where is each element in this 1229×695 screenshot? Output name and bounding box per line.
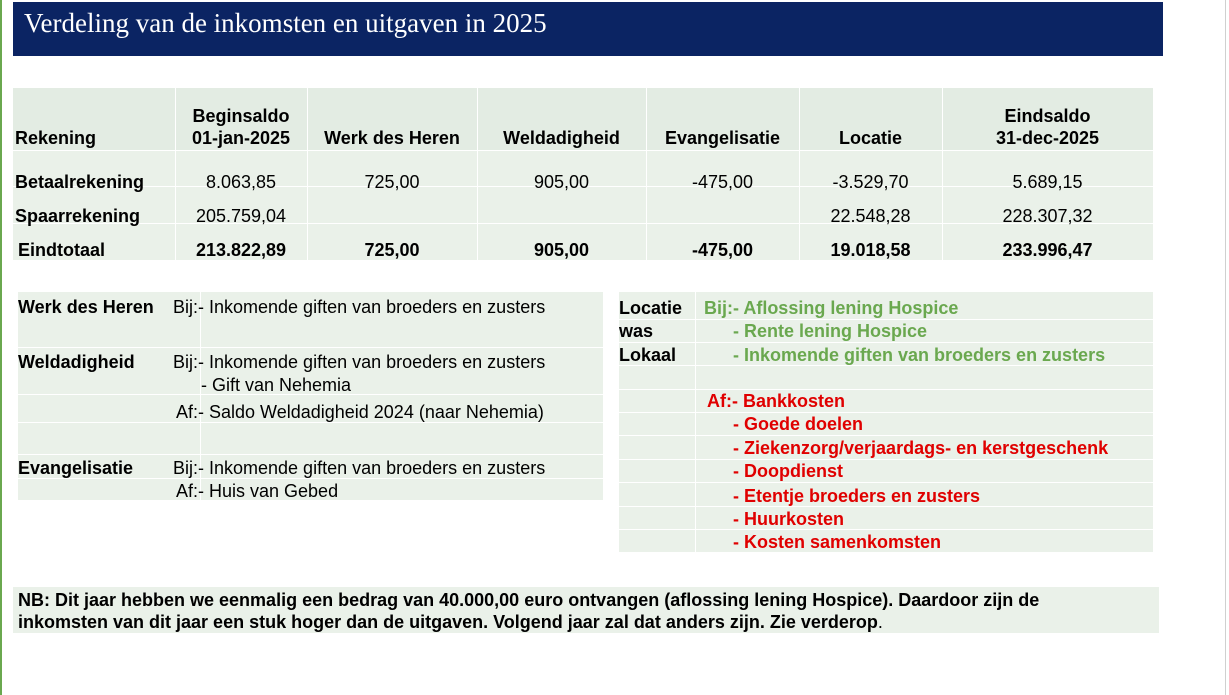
cell-locatie: 19.018,58 — [830, 240, 911, 260]
locatie-label-2: was — [619, 321, 654, 341]
rb-row-bg — [619, 390, 1153, 412]
af-item: - Etentje broeders en zusters — [733, 486, 981, 506]
header-weldadigheid: Weldadigheid — [503, 128, 620, 148]
header-begin-line1: Beginsaldo — [192, 106, 290, 126]
cell-begin: 205.759,04 — [195, 206, 287, 226]
locatie-descriptions — [619, 292, 1153, 552]
locatie-label-3: Lokaal — [619, 345, 677, 365]
note-line-2 — [18, 611, 1159, 633]
row-label-spaarrekening: Spaarrekening — [15, 206, 141, 226]
summary-table — [13, 88, 1153, 260]
af-item: - Kosten samenkomsten — [733, 532, 942, 552]
cell-eind: 228.307,32 — [1002, 206, 1093, 226]
left-edge-line — [0, 0, 2, 695]
af-item: - Huurkosten — [733, 509, 845, 529]
col-divider — [695, 292, 696, 552]
rb-row-bg — [619, 507, 1153, 529]
werk-bij: Bij:- Inkomende giften van broeders en zusters — [173, 297, 546, 317]
header-rekening: Rekening — [15, 128, 97, 148]
bij-item: - Inkomende giften van broeders en zusters — [733, 345, 1106, 365]
page-title: Verdeling van de inkomsten en uitgaven in 2025 — [13, 2, 1163, 56]
bij-item: - Rente lening Hospice — [733, 321, 928, 341]
cell-eind: 233.996,47 — [1002, 240, 1093, 260]
evang-af: Af:- Huis van Gebed — [176, 481, 339, 501]
cell-begin: 213.822,89 — [195, 240, 287, 260]
fund-descriptions — [18, 292, 603, 500]
af-item: - Doopdienst — [733, 461, 843, 481]
rb-row-bg — [619, 366, 1153, 389]
cell-werk: 725,00 — [364, 172, 420, 192]
header-evangelisatie: Evangelisatie — [664, 128, 781, 148]
row-label-betaalrekening: Betaalrekening — [15, 172, 145, 192]
rb-row-bg — [619, 460, 1153, 482]
header-werk: Werk des Heren — [324, 128, 460, 148]
weld-bij-1: Bij:- Inkomende giften van broeders en zusters — [173, 352, 546, 372]
weld-bij-2: - Gift van Nehemia — [201, 375, 352, 395]
af-item: - Goede doelen — [733, 414, 864, 434]
cell-locatie: -3.529,70 — [832, 172, 909, 192]
evang-bij: Bij:- Inkomende giften van broeders en zusters — [173, 458, 546, 478]
evang-label: Evangelisatie — [18, 458, 134, 478]
bij-item: Bij:- Aflossing lening Hospice — [704, 298, 959, 318]
af-item: - Ziekenzorg/verjaardags- en kerstgeschenk — [733, 438, 1109, 458]
header-eind-line2: 31-dec-2025 — [995, 128, 1100, 148]
cell-eind: 5.689,15 — [1012, 172, 1083, 192]
cell-locatie: 22.548,28 — [830, 206, 911, 226]
note-line-2-text: inkomsten van dit jaar een stuk hoger dan de uitgaven. Volgend jaar zal dat anders zijn. Zie verderop — [18, 612, 878, 632]
werk-label: Werk des Heren — [18, 297, 154, 317]
cell-weldadigheid: 905,00 — [533, 172, 590, 192]
cell-evangelisatie: -475,00 — [691, 172, 754, 192]
cell-evangelisatie: -475,00 — [691, 240, 754, 260]
header-begin-line2: 01-jan-2025 — [191, 128, 291, 148]
weld-label: Weldadigheid — [18, 352, 135, 372]
note-box — [13, 587, 1159, 633]
spacer-bg — [18, 423, 603, 454]
af-item: Af:- Bankkosten — [707, 391, 846, 411]
cell-begin: 8.063,85 — [205, 172, 277, 192]
header-locatie: Locatie — [838, 128, 903, 148]
cell-werk: 725,00 — [364, 240, 420, 260]
cell-weldadigheid: 905,00 — [533, 240, 590, 260]
rb-row-bg — [619, 413, 1153, 435]
locatie-label-1: Locatie — [619, 298, 683, 318]
note-line-1: NB: Dit jaar hebben we eenmalig een bedrag van 40.000,00 euro ontvangen (aflossing lening Hospice). Daardoor zijn de — [18, 590, 1040, 610]
row-label-eindtotaal: Eindtotaal — [18, 240, 106, 260]
note-line-2-end: . — [877, 612, 883, 632]
right-edge-line — [1225, 0, 1226, 695]
weld-af: Af:- Saldo Weldadigheid 2024 (naar Nehemia) — [176, 402, 544, 422]
header-eind-line1: Eindsaldo — [1004, 106, 1091, 126]
